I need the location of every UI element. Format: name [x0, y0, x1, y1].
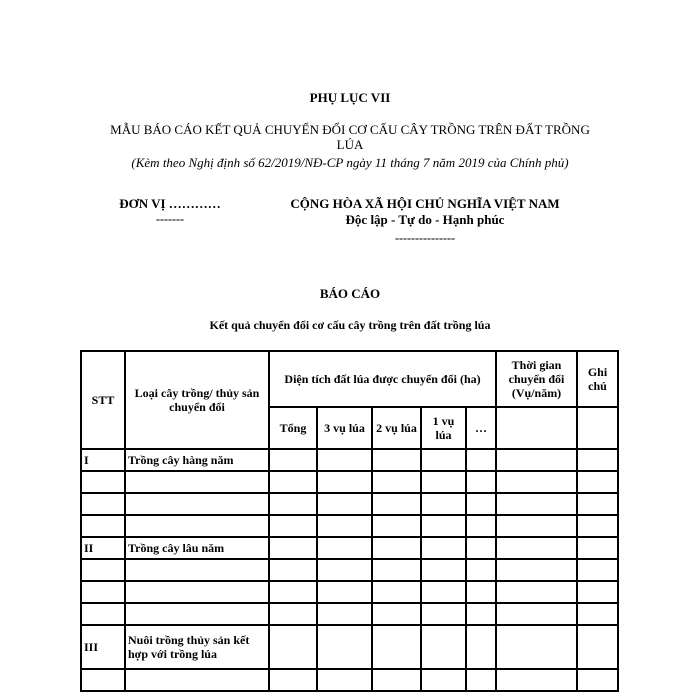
table-row: [81, 515, 618, 537]
section-number: II: [81, 537, 125, 559]
header-conversion-time: Thời gian chuyển đổi (Vụ/năm): [496, 351, 577, 407]
table-row: [81, 471, 618, 493]
subheader-3-crops: 3 vụ lúa: [317, 407, 372, 449]
header-converted-area: Diện tích đất lúa được chuyển đổi (ha): [269, 351, 496, 407]
decree-reference: (Kèm theo Nghị định số 62/2019/NĐ-CP ngày 11 tháng 7 năm 2019 của Chính phủ): [131, 155, 569, 170]
header-stt: STT: [81, 351, 125, 449]
table-row: [81, 581, 618, 603]
table-row: [81, 669, 618, 691]
table-row: [81, 603, 618, 625]
subheader-total: Tổng: [269, 407, 317, 449]
motto-divider: ---------------: [395, 231, 455, 245]
header-crop-type: Loại cây trồng/ thủy sản chuyển đổi: [125, 351, 269, 449]
national-motto: Độc lập - Tự do - Hạnh phúc: [345, 212, 505, 227]
section-label: Trồng cây hàng năm: [125, 449, 269, 471]
annex-title: PHỤ LỤC VII: [309, 90, 391, 105]
report-heading: BÁO CÁO: [319, 286, 381, 301]
subheader-other: …: [466, 407, 496, 449]
document-title-line2: LÚA: [336, 137, 364, 152]
section-number: I: [81, 449, 125, 471]
table-row: [81, 493, 618, 515]
subheader-1-crop: 1 vụ lúa: [421, 407, 466, 449]
table-cell: [496, 407, 577, 449]
section-label: Nuôi trồng thủy sản kết hợp với trồng lúa: [125, 625, 269, 669]
subheader-2-crops: 2 vụ lúa: [372, 407, 421, 449]
section-label: Trồng cây lâu năm: [125, 537, 269, 559]
unit-divider: -------: [156, 212, 184, 226]
table-row-section-3: [81, 625, 618, 669]
report-table: [80, 350, 619, 692]
table-cell: [577, 407, 618, 449]
table-row: [81, 559, 618, 581]
section-number: III: [81, 625, 125, 669]
table-row-section-2: [81, 537, 618, 559]
country-name: CỘNG HÒA XÃ HỘI CHỦ NGHĨA VIỆT NAM: [290, 196, 560, 211]
table-row-section-1: [81, 449, 618, 471]
unit-label: ĐƠN VỊ …………: [119, 196, 221, 211]
report-subheading: Kết quả chuyển đổi cơ cấu cây trồng trên đất trồng lúa: [209, 318, 491, 332]
header-note: Ghi chú: [577, 351, 618, 407]
document-title-line1: MẪU BÁO CÁO KẾT QUẢ CHUYỂN ĐỔI CƠ CẤU CÂY TRỒNG TRÊN ĐẤT TRỒNG: [110, 122, 590, 137]
